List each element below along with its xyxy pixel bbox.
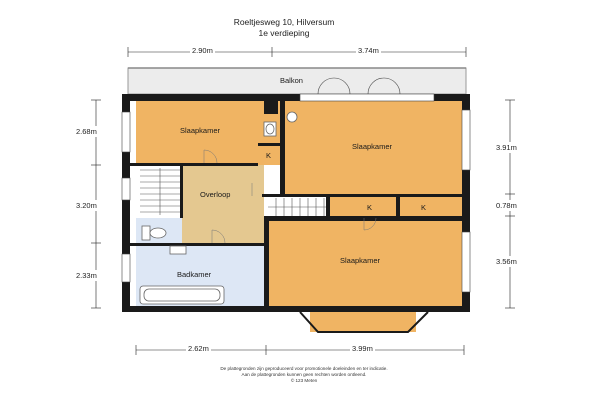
room-balkon: Balkon [280, 76, 303, 85]
room-kast-left: K [266, 151, 272, 160]
room-badkamer: Badkamer [177, 270, 212, 279]
windows-left [122, 112, 130, 282]
footer-disclaimer-2: Aan de plattegronden kunnen geen rechten worden ontleend. [241, 372, 367, 377]
dim-bottom-left: 2.62m [188, 344, 209, 353]
address-title: Roeltjesweg 10, Hilversum [233, 17, 335, 27]
kast-mid-fill [330, 196, 396, 218]
bathtub-icon [140, 286, 224, 304]
floor-subtitle: 1e verdieping [258, 28, 310, 38]
room-slaapkamer-top-left: Slaapkamer [180, 126, 221, 135]
dim-right-1: 3.91m [496, 143, 517, 152]
dim-left-3: 2.33m [76, 271, 97, 280]
room-slaapkamer-bottom: Slaapkamer [340, 256, 381, 265]
footer-copyright: © 123 Meten [290, 378, 318, 383]
footer-disclaimer-1: De plattegronden zijn geproduceerd voor promotionele doeleinden en ter indicatie. [220, 366, 388, 371]
slaapkamer-bottom-fill [268, 220, 462, 310]
room-overloop: Overloop [200, 190, 231, 199]
dim-top-left: 2.90m [192, 46, 213, 55]
dim-right-3: 3.56m [496, 257, 517, 266]
dim-bottom-right: 3.99m [352, 344, 373, 353]
dim-right-2: 0.78m [496, 201, 517, 210]
dim-left-2: 3.20m [76, 201, 97, 210]
kast-right-fill [400, 196, 462, 218]
room-kast-right: K [421, 203, 427, 212]
dim-left-1: 2.68m [76, 127, 97, 136]
dim-top-right: 3.74m [358, 46, 379, 55]
stair-area [136, 165, 182, 217]
room-kast-middle: K [367, 203, 373, 212]
overloop-fill [182, 165, 264, 243]
room-slaapkamer-top-right: Slaapkamer [352, 142, 393, 151]
bay-fill [310, 310, 416, 332]
